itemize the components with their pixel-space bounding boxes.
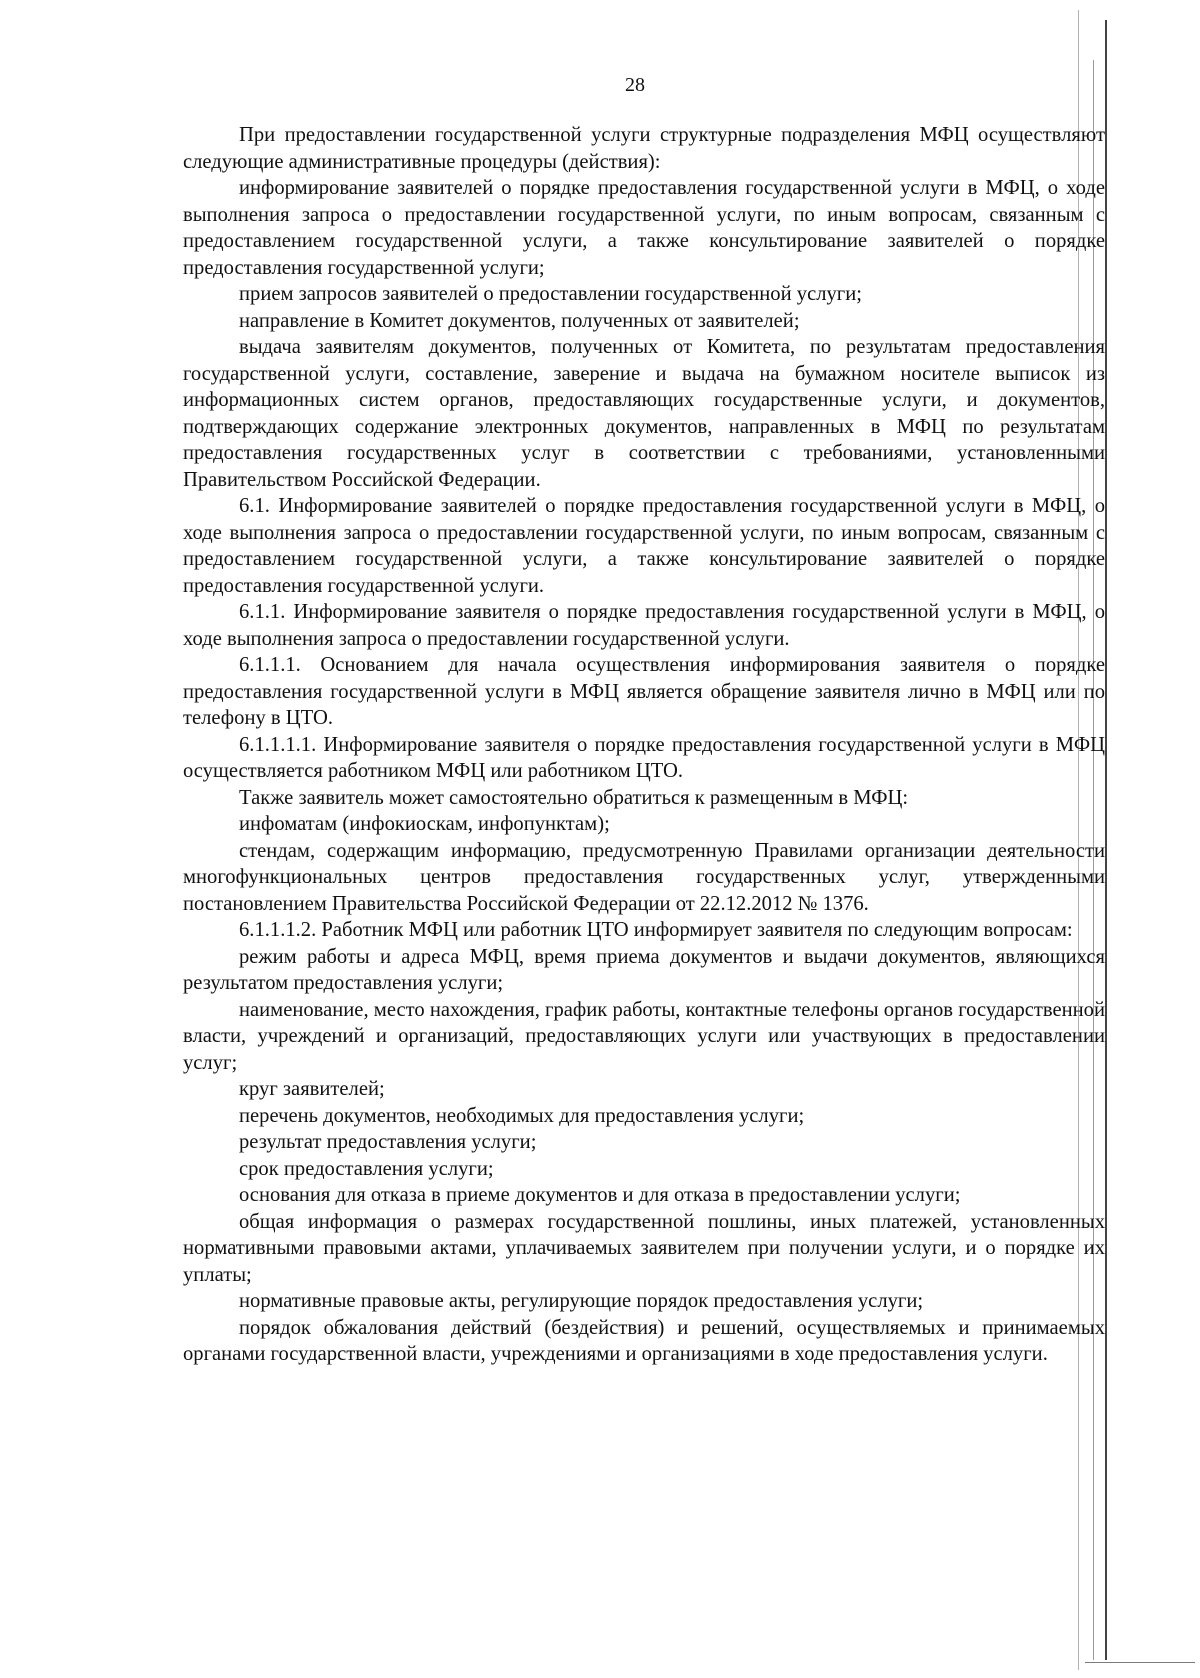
paragraph: выдача заявителям документов, полученных от Комитета, по результатам предоставления государственной услуги, составление, заверение и выдача на бумажном носителе выписок из информационных систем органов, предоставляющих государственные услуги, и документов, подтверждающих содержание электронных документов, направленных в МФЦ по результатам предоставления государственных услуг в соответствии с требованиями, установленными Правительством Российской Федерации. — [183, 336, 1105, 491]
document-body — [183, 122, 1105, 1368]
paragraph: срок предоставления услуги; — [239, 1157, 494, 1180]
paragraph: результат предоставления услуги; — [239, 1131, 537, 1153]
paragraph: наименование, место нахождения, график работы, контактные телефоны органов государственной власти, учреждений и организаций, предоставляющих услуги или участвующих в предоставлении услуг; — [183, 998, 1105, 1074]
paragraph: 6.1.1. Информирование заявителя о порядке предоставления государственной услуги в МФЦ, о ходе выполнения запроса о предоставлении государственной услуги. — [183, 601, 1105, 650]
paragraph: 6.1.1.1.1. Информирование заявителя о порядке предоставления государственной услуги в МФЦ осуществляется работником МФЦ или работником ЦТО. — [183, 733, 1105, 782]
paragraph: При предоставлении государственной услуги структурные подразделения МФЦ осуществляют следующие административные процедуры (действия): — [183, 124, 1105, 173]
paragraph: порядок обжалования действий (бездействия) и решений, осуществляемых и принимаемых органами государственной власти, учреждениями и организациями в ходе предоставления услуги. — [183, 1316, 1105, 1365]
paragraph: перечень документов, необходимых для предоставления услуги; — [239, 1104, 805, 1127]
paragraph: 6.1.1.1.2. Работник МФЦ или работник ЦТО информирует заявителя по следующим вопросам: — [239, 919, 1073, 941]
paragraph: информирование заявителей о порядке предоставления государственной услуги в МФЦ, о ходе выполнения запроса о предоставлении государственной услуги, по иным вопросам, связанным с предоставлением государственной услуги, а также консультирование заявителей о порядке предоставления государственной услуги; — [183, 177, 1105, 279]
paragraph: нормативные правовые акты, регулирующие порядок предоставления услуги; — [239, 1290, 924, 1312]
paragraph: круг заявителей; — [239, 1078, 385, 1100]
scan-edge-line — [1085, 1662, 1195, 1663]
paragraph: направление в Комитет документов, полученных от заявителей; — [239, 309, 800, 332]
paragraph: Также заявитель может самостоятельно обратиться к размещенным в МФЦ: — [239, 786, 909, 809]
paragraph: 6.1.1.1. Основанием для начала осуществления информирования заявителя о порядке предоставления государственной услуги в МФЦ является обращение заявителя лично в МФЦ или по телефону в ЦТО. — [183, 654, 1105, 729]
page-number: 28 — [625, 74, 645, 96]
paragraph: режим работы и адреса МФЦ, время приема документов и выдачи документов, являющихся результатом предоставления услуги; — [183, 945, 1105, 994]
paragraph: инфоматам (инфокиоскам, инфопунктам); — [239, 813, 610, 835]
paragraph: основания для отказа в приеме документов и для отказа в предоставлении услуги; — [239, 1184, 961, 1206]
paragraph: прием запросов заявителей о предоставлении государственной услуги; — [239, 283, 862, 305]
scan-edge-line — [1105, 20, 1107, 1660]
paragraph: 6.1. Информирование заявителей о порядке предоставления государственной услуги в МФЦ, о ходе выполнения запроса о предоставлении государственной услуги, по иным вопросам, связанным с предоставлением государственной услуги, а также консультирование заявителей о порядке предоставления государственной услуги. — [183, 495, 1105, 597]
paragraph: общая информация о размерах государственной пошлины, иных платежей, установленных нормативными правовыми актами, уплачиваемых заявителем при получении услуги, и о порядке их уплаты; — [183, 1210, 1105, 1286]
paragraph: стендам, содержащим информацию, предусмотренную Правилами организации деятельности многофункциональных центров предоставления государственных услуг, утвержденными постановлением Правительства Российской Федерации от 22.12.2012 № 1376. — [183, 839, 1105, 915]
